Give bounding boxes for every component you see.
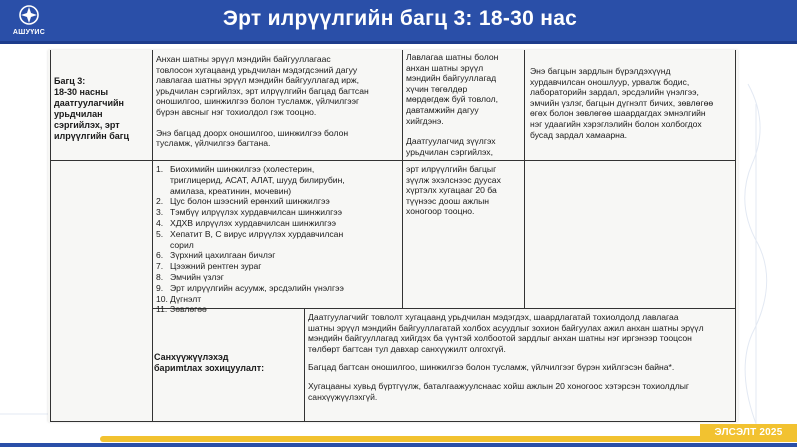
col-divider: [152, 50, 153, 422]
footer-line: [0, 443, 797, 447]
col-divider: [304, 308, 305, 422]
list-item: 4. ХДХВ илрүүлэх хурдавчилсан шинжилгээ: [156, 217, 337, 228]
list-item: 9. Эрт илрүүлгийн асуумж, эрсдэлийн үнэлгээ: [156, 282, 344, 293]
header-bar: [0, 0, 797, 44]
document-scan: [48, 50, 738, 422]
funding-rules-cell: Даатгуулагчийг товлолт хугацаанд урьдчилан мэдэгдэх, шаардлагатай тохиолдолд лавлагаа шатны эрүүл мэндийн байгууллагатай холбох асуудлыг зохион байгуулах ажил анхан шатны эрүүл мэндийн байгууллагад хийгдэх ба үүнтэй холбоотой зардлыг анхан шатны нэг иргэнээр тооцсон төлбөрт багтсан тул давхар санхүүжилт олгохгүй. Багцад багтсан оношилгоо, шинжилгээ болон тусламж, үйлчилгээг бүрэн хийлгэсэн байна*. Хугацааны хувьд бүртгүүлж, баталгаажуулснаас хойш ажлын 20 хоногоос хэтэрсэн тохиолдлыг санхүүжүүлэхгүй.: [308, 312, 704, 402]
list-item: 8. Эмчийн үзлэг: [156, 271, 224, 282]
list-item: 10. Дүгнэлт: [156, 293, 202, 304]
footer-accent-bar: [100, 436, 750, 442]
logo-text: АШУҮИС: [12, 29, 46, 36]
list-item: 3. Тэмбүү илрүүлэх хурдавчилсан шинжилгээ: [156, 207, 342, 218]
list-item: амилаза, креатинин, мочевин): [170, 185, 292, 196]
tests-list: [156, 164, 401, 315]
stage-label: Багц 3: 18-30 насны даатгуулагчийн урьдчилан сэргийлэх, эрт илрүүлгийн багц: [54, 76, 130, 141]
col-divider: [402, 50, 403, 308]
list-item: сорил: [170, 239, 194, 250]
logo: [6, 4, 52, 40]
col-divider: [524, 50, 525, 308]
list-item: 7. Цээжний рентген зураг: [156, 261, 262, 272]
schedule-cell: Лавлагаа шатны болон анхан шатны эрүүл мэндийн байгууллагад хүчин төгөлдөр мөрдөгдөж буй товлол, давтамжийн дагуу хийгдэнэ. Даатгуулагчид зүүлгэх урьдчилан сэргийлэх,: [406, 52, 499, 157]
list-item: 6. Зүрхний цахилгаан бичлэг: [156, 250, 276, 261]
package-table: [48, 50, 738, 422]
page-title: Эрт илрүүлгийн багц 3: 18-30 нас: [222, 7, 578, 30]
list-item: 5. Хепатит В, С вирус илрүүлэх хурдавчилсан: [156, 228, 344, 239]
cost-cell: Энэ багцын зардлын бүрэлдэхүүнд хурдавчилсан оношлуур, урвалж бодис, лабораторийн зардал, эрсдэлийн үнэлгээ, эмчийн үзлэг, багцын дүгнэлт бичих, зөвлөгөө өгөх болон зөвлөгөө шаардагдах эмнэлгийн нэг удаагийн хэрэглэлийн болон холбогдох бусад зардал хамаарна.: [530, 66, 714, 140]
description-cell: Анхан шатны эрүүл мэндийн байгууллагаас товлосон хугацаанд урьдчилан мэдэгдсэний дагуу лавлагаа шатны эрүүл мэндийн байгууллагад ирж, урьдчилан сэргийлэх, эрт илрүүлгийн багцад багтсан оношилгоо, шинжилгээ болон тусламж, үйлчилгээг бүрэн авсныг нэг тохиолдол гэж тооцно. Энэ багцад доорх оношилгоо, шинжилгээ болон тусламж, үйлчилгээ багтана.: [156, 54, 369, 149]
list-item: 1. Биохимийн шинжилгээ (холестерин,: [156, 164, 315, 174]
list-item: 11. Зөвлөгөө: [156, 304, 207, 315]
table-border: [735, 50, 736, 422]
list-item: триглицерид, АСАТ, АЛАТ, шууд билирубин,: [170, 174, 345, 185]
list-item: 2. Цус болон шээсний ерөнхий шинжилгээ: [156, 196, 330, 207]
table-border: [50, 50, 51, 422]
funding-rules-label: Санхүүжүүлэхэд бариmtлах зохицуулалт:: [154, 352, 265, 373]
emblem-icon: [16, 4, 42, 28]
duration-cell: эрт илрүүлгийн багцыг зүүлж эхэлснээс дуусах хүртэлх хугацааг 20 ба түүнээс доош ажлын хоногоор тооцно.: [406, 164, 501, 217]
footer-tag: ЭЛСЭЛТ 2025: [700, 424, 797, 442]
